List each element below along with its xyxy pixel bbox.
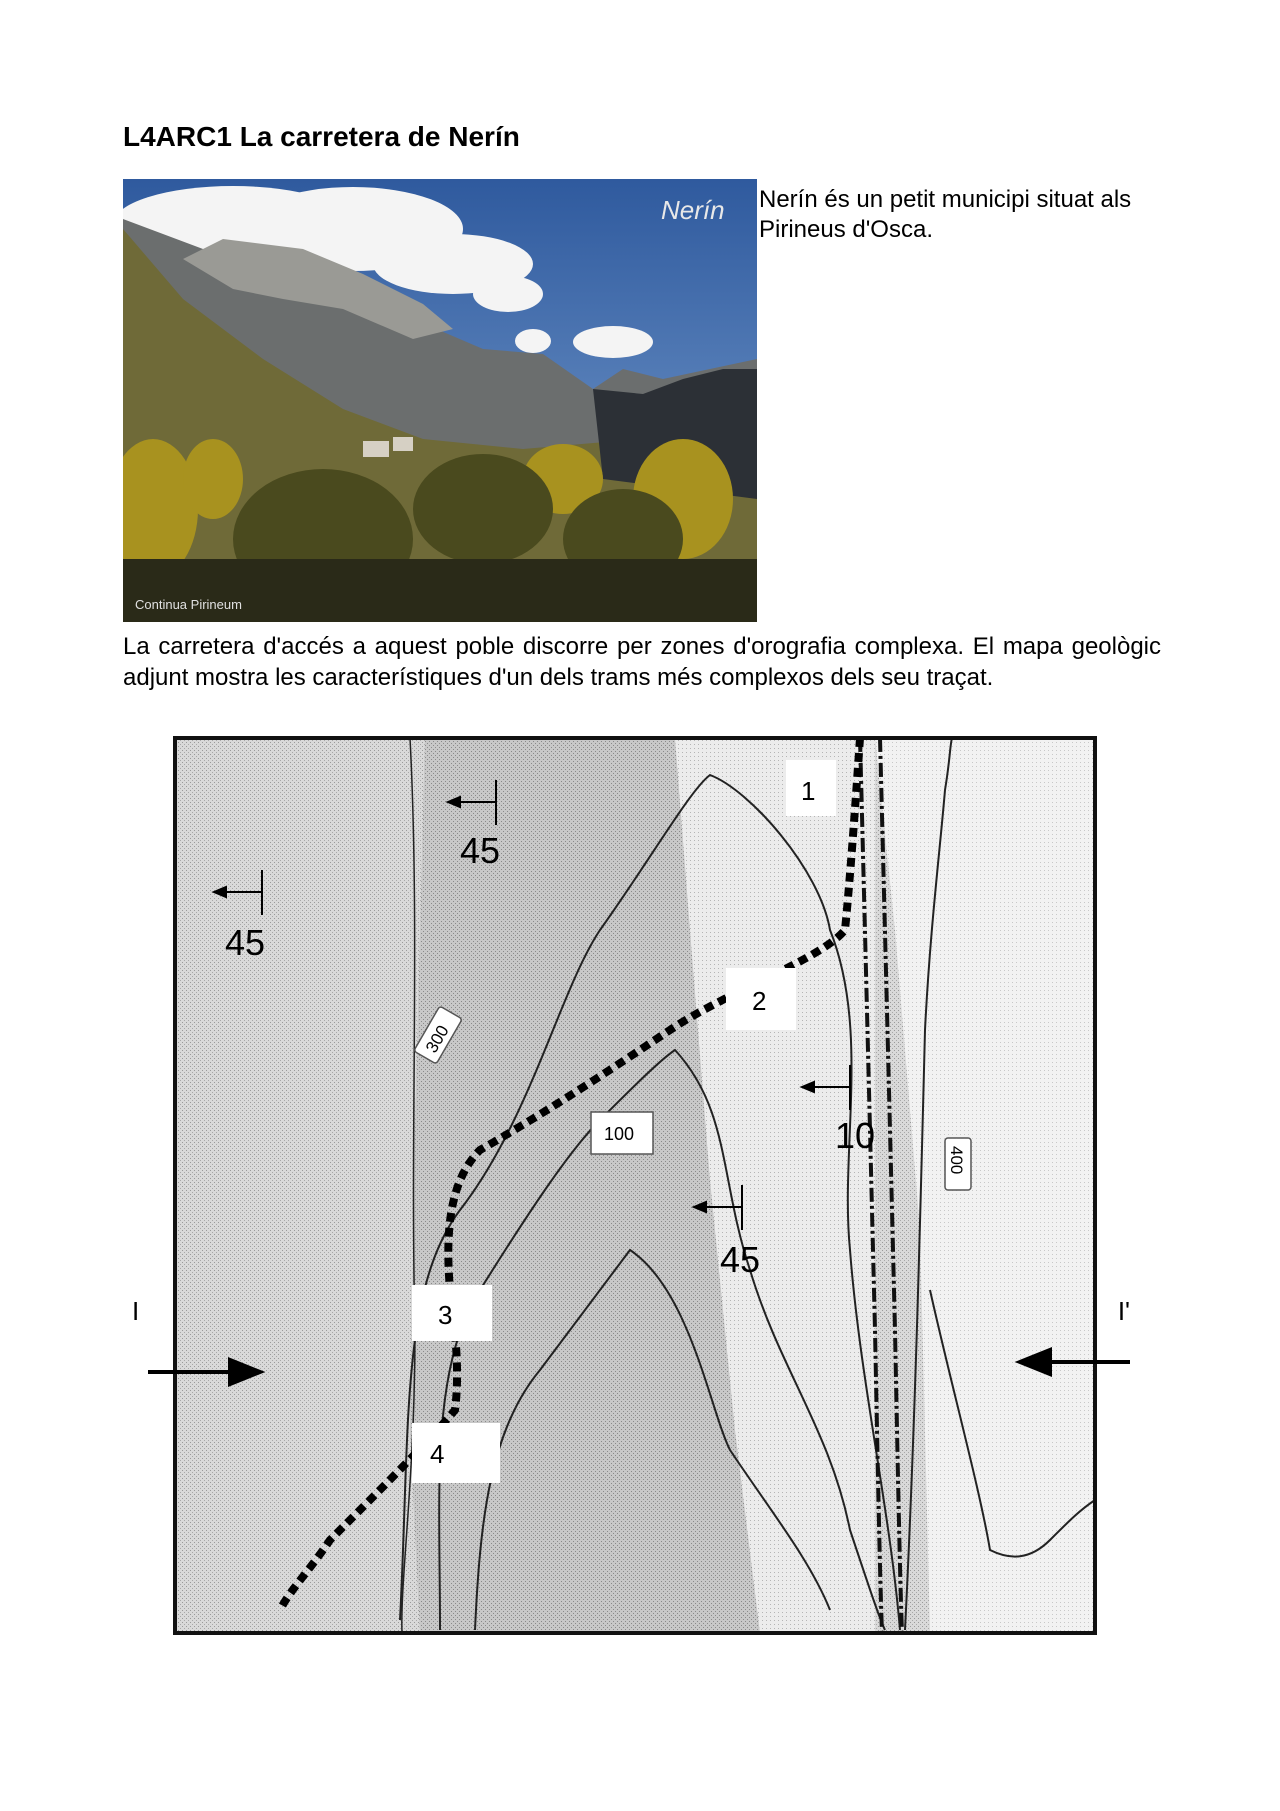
section-label-left: I	[132, 1296, 140, 1326]
photo-caption: Nerín	[661, 195, 725, 225]
intro-text: Nerín és un petit municipi situat als Pirineus d'Osca.	[759, 186, 1132, 243]
dip-value: 45	[460, 830, 501, 871]
contour-label: 100	[604, 1124, 635, 1144]
point-label: 2	[752, 986, 767, 1016]
point-label: 1	[801, 776, 816, 806]
geological-map	[130, 730, 1130, 1640]
section-label-right: I'	[1117, 1296, 1130, 1326]
contour-label: 300	[422, 1022, 453, 1057]
nerin-photo	[123, 179, 757, 622]
page-title: L4ARC1 La carretera de Nerín	[123, 121, 520, 152]
dip-value: 45	[225, 922, 266, 963]
contour-label: 400	[947, 1146, 966, 1175]
dip-value: 45	[720, 1239, 761, 1280]
point-label: 3	[438, 1300, 453, 1330]
photo-credit: Continua Pirineum	[135, 597, 242, 612]
point-label: 4	[430, 1439, 445, 1469]
description-paragraph: La carretera d'accés a aquest poble discorre per zones d'orografia complexa. El mapa geològic adjunt mostra les característiques d'un dels trams més complexos dels seu traçat.	[123, 633, 1161, 691]
dip-value: 10	[835, 1115, 876, 1156]
